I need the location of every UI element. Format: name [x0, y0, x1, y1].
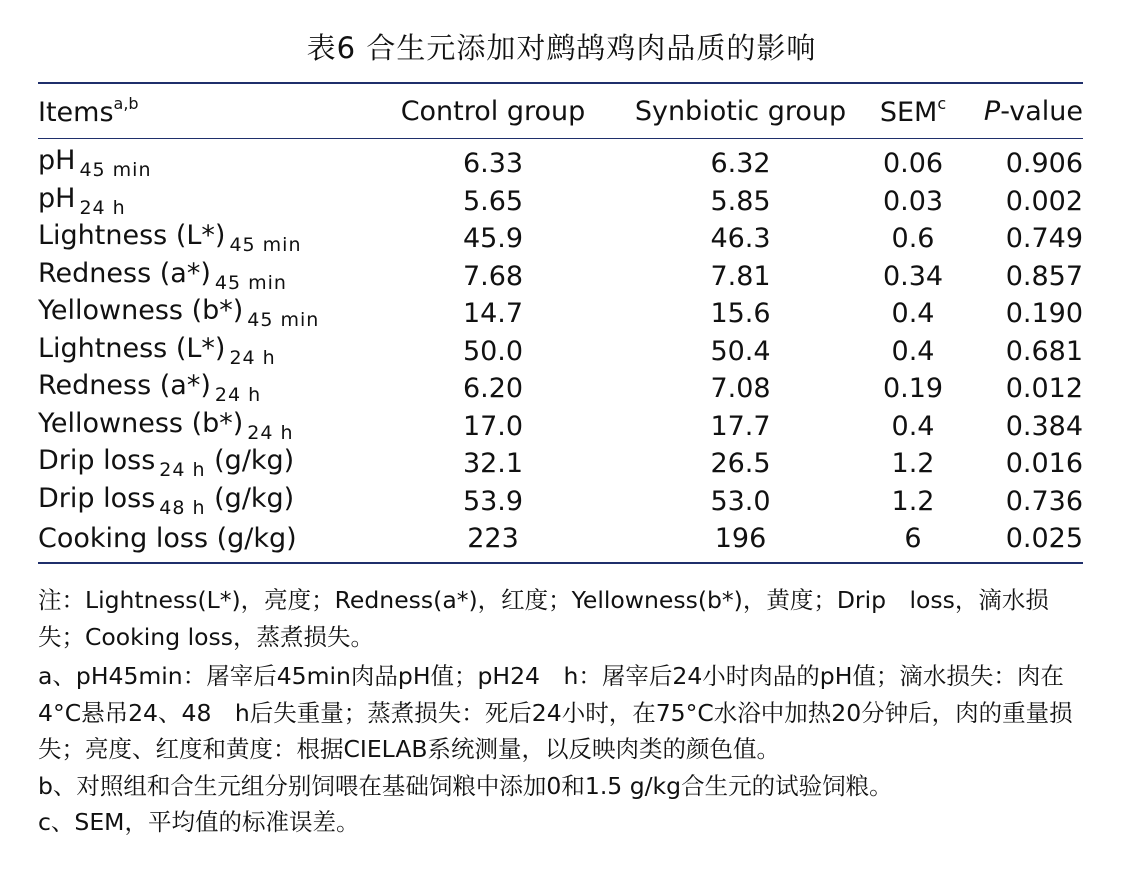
- row-synbiotic-value: 196: [714, 523, 767, 555]
- data-table: [38, 82, 1083, 564]
- row-p-value: 0.384: [1005, 410, 1083, 442]
- row-synbiotic-value: 15.6: [710, 298, 771, 330]
- row-item-label: pH $_{24 h}$: [38, 182, 126, 219]
- row-sem-value: 0.19: [882, 373, 944, 405]
- bottom-rule: [38, 562, 1083, 564]
- row-control-value: 6.20: [462, 373, 524, 405]
- row-p-value: 0.025: [1005, 523, 1083, 555]
- row-item-label: pH $_{45 min}$: [38, 145, 152, 182]
- row-synbiotic-value: 46.3: [710, 223, 771, 255]
- row-control-value: 14.7: [462, 298, 524, 330]
- row-control-value: 223: [467, 523, 519, 555]
- row-synbiotic-value: 26.5: [710, 448, 771, 480]
- row-item-label: Drip loss $_{24 h}$ (g/kg): [38, 445, 295, 482]
- table-notes: [38, 582, 1083, 841]
- header-p-value: P-value: [983, 95, 1083, 127]
- row-control-value: 7.68: [462, 260, 524, 292]
- row-item-label: Cooking loss (g/kg): [38, 523, 297, 555]
- row-p-value: 0.016: [1005, 448, 1083, 480]
- table-body: [38, 145, 1083, 558]
- note-a: a、pH45min：屠宰后45min肉品pH值；pH24 h：屠宰后24小时肉品的pH值；滴水损失：肉在4°C悬吊24、48 h后失重量；蒸煮损失：死后24小时，在75°C水浴中加热20分钟后，肉的重量损失；亮度、红度和黄度：根据CIELAB系统测量，以反映肉类的颜色值。: [38, 662, 1073, 763]
- row-synbiotic-value: 7.81: [710, 260, 771, 292]
- row-item-label: Yellowness (b*) $_{45 min}$: [38, 295, 320, 332]
- row-synbiotic-value: 50.4: [710, 335, 771, 367]
- table-row: [38, 445, 1083, 483]
- row-control-value: 17.0: [462, 410, 524, 442]
- header-row: [38, 84, 1083, 138]
- row-control-value: 45.9: [462, 223, 524, 255]
- row-item-label: Redness (a*) $_{24 h}$: [38, 370, 262, 407]
- row-sem-value: 6: [904, 523, 922, 555]
- header-items: Items$^{a,b}$: [38, 94, 139, 128]
- row-control-value: 50.0: [462, 335, 524, 367]
- row-synbiotic-value: 7.08: [710, 373, 771, 405]
- row-synbiotic-value: 17.7: [710, 410, 771, 442]
- row-sem-value: 0.6: [891, 223, 935, 255]
- row-p-value: 0.012: [1005, 373, 1083, 405]
- row-sem-value: 0.4: [891, 335, 935, 367]
- row-sem-value: 1.2: [891, 448, 935, 480]
- row-sem-value: 0.03: [882, 185, 944, 217]
- note-main: 注：Lightness(L*)，亮度；Redness(a*)，红度；Yellowness(b*)，黄度；Drip loss，滴水损失；Cooking loss，蒸煮损失。: [38, 586, 1049, 651]
- table-row: [38, 295, 1083, 333]
- table-row: [38, 258, 1083, 296]
- row-p-value: 0.002: [1005, 185, 1083, 217]
- table-row: [38, 520, 1083, 558]
- row-p-value: 0.906: [1005, 148, 1083, 180]
- table-row: [38, 408, 1083, 446]
- row-control-value: 5.65: [462, 185, 524, 217]
- table-row: [38, 220, 1083, 258]
- note-b: b、对照组和合生元组分别饲喂在基础饲粮中添加0和1.5 g/kg合生元的试验饲粮。: [38, 771, 893, 800]
- row-sem-value: 1.2: [891, 485, 935, 517]
- row-control-value: 32.1: [462, 448, 524, 480]
- table-row: [38, 333, 1083, 371]
- table-row: [38, 145, 1083, 183]
- row-sem-value: 0.06: [882, 148, 944, 180]
- row-p-value: 0.736: [1005, 485, 1083, 517]
- row-item-label: Drip loss $_{48 h}$ (g/kg): [38, 482, 295, 519]
- header-control-group: Control group: [400, 95, 586, 127]
- table-row: [38, 370, 1083, 408]
- header-synbiotic-group: Synbiotic group: [634, 95, 847, 127]
- row-synbiotic-value: 53.0: [710, 485, 771, 517]
- row-p-value: 0.749: [1005, 223, 1083, 255]
- row-synbiotic-value: 6.32: [710, 148, 771, 180]
- row-control-value: 53.9: [462, 485, 524, 517]
- row-p-value: 0.681: [1005, 335, 1083, 367]
- row-item-label: Redness (a*) $_{45 min}$: [38, 257, 287, 294]
- row-item-label: Yellowness (b*) $_{24 h}$: [38, 407, 294, 444]
- row-item-label: Lightness (L*) $_{24 h}$: [38, 332, 276, 369]
- row-sem-value: 0.34: [882, 260, 944, 292]
- header-sem: SEM$^c$: [879, 94, 947, 128]
- table-title: 表6 合生元添加对鹧鸪鸡肉品质的影响: [306, 31, 817, 65]
- row-item-label: Lightness (L*) $_{45 min}$: [38, 220, 302, 257]
- table-row: [38, 183, 1083, 221]
- row-synbiotic-value: 5.85: [710, 185, 771, 217]
- row-p-value: 0.857: [1005, 260, 1083, 292]
- row-control-value: 6.33: [462, 148, 524, 180]
- row-sem-value: 0.4: [891, 298, 935, 330]
- table-row: [38, 483, 1083, 521]
- note-c: c、SEM，平均值的标准误差。: [38, 808, 360, 836]
- row-p-value: 0.190: [1005, 298, 1083, 330]
- row-sem-value: 0.4: [891, 410, 935, 442]
